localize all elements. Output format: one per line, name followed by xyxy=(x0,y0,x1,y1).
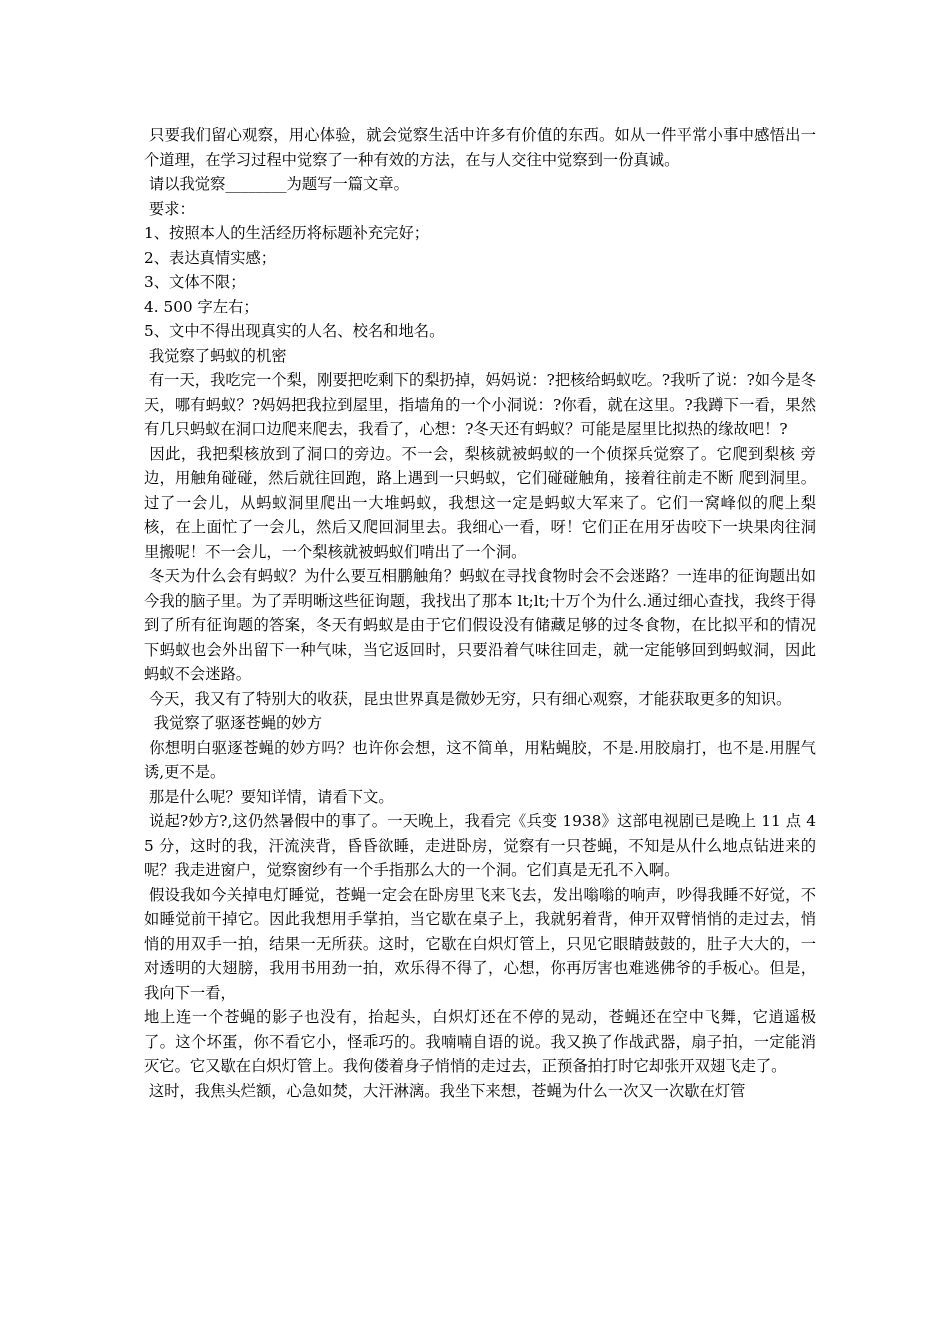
requirement-item: 1、按照本人的生活经历将标题补充完好； xyxy=(144,224,430,242)
essay-paragraph: 那是什么呢？要知详情，请看下文。 xyxy=(144,787,394,806)
requirement-item: 2、表达真情实感； xyxy=(144,248,277,267)
intro-paragraph: 只要我们留心观察，用心体验，就会觉察生活中许多有价值的东西。如从一件平常小事中感悟出一个道理，在学习过程中觉察了一种有效的方法，在与人交往中觉察到一份真诚。 xyxy=(144,126,816,169)
prompt-line: 请以我觉察________为题写一篇文章。 xyxy=(144,175,409,193)
essay-title-flies: 我觉察了驱逐苍蝇的妙方 xyxy=(144,714,323,732)
requirements-heading: 要求： xyxy=(144,199,195,218)
essay-paragraph: 假设我如今关掉电灯睡觉，苍蝇一定会在卧房里飞来飞去，发出嗡嗡的响声，吵得我睡不好觉，不如睡觉前干掉它。因此我想用手掌拍，当它歇在桌子上，我就躬着背，伸开双臂悄悄的走过去，悄悄的用双手一拍，结果一无所获。这时，它歇在白炽灯管上，只见它眼睛鼓鼓的，肚子大大的，一对透明的大翅膀，我用书用劲一拍，欢乐得不得了，心想，你再厉害也难逃佛爷的手板心。但是，我向下一看， xyxy=(144,885,816,1002)
requirement-item: 5、文中不得出现真实的人名、校名和地名。 xyxy=(144,322,445,340)
essay-paragraph: 有一天，我吃完一个梨，刚要把吃剩下的梨扔掉，妈妈说：?把核给蚂蚁吃。?我听了说：?如今是冬天，哪有蚂蚁？?妈妈把我拉到屋里，指墙角的一个小洞说：?你看，就在这里。?我蹲下一看，果然有几只蚂蚁在洞口边爬来爬去，我看了，心想：?冬天还有蚂蚁？可能是屋里比拟热的缘故吧！? xyxy=(144,371,816,438)
essay-paragraph: 因此，我把梨核放到了洞口的旁边。不一会，梨核就被蚂蚁的一个侦探兵觉察了。它爬到梨核 旁边，用触角碰碰，然后就往回跑，路上遇到一只蚂蚁，它们碰碰触角，接着往前走不断 爬到洞里。过了一会儿，从蚂蚁洞里爬出一大堆蚂蚁，我想这一定是蚂蚁大军来了。它们一窝峰似的爬上梨核，在上面忙了一会儿，然后又爬回洞里去。我细心一看，呀！它们正在用牙齿咬下一块果肉往洞里搬呢！不一会儿，一个梨核就被蚂蚁们啃出了一个洞。 xyxy=(144,444,816,561)
essay-paragraph: 这时，我焦头烂额，心急如焚，大汗淋漓。我坐下来想，苍蝇为什么一次又一次歇在灯管 xyxy=(144,1081,746,1100)
requirement-item: 4. 500 字左右； xyxy=(144,297,259,316)
requirement-item: 3、文体不限； xyxy=(144,273,246,291)
essay-paragraph: 说起?妙方?,这仍然暑假中的事了。一天晚上，我看完《兵变 1938》这部电视剧已是晚上 11 点 45 分，这时的我，汗流浃背，昏昏欲睡，走进卧房，觉察有一只苍蝇，不知是从什么地点钻进来的呢？我走进窗户，觉察窗纱有一个手指那么大的一个洞。它们真是无孔不入啊。 xyxy=(144,812,816,879)
essay-paragraph: 地上连一个苍蝇的影子也没有，抬起头，白炽灯还在不停的晃动，苍蝇还在空中飞舞，它逍遥极了。这个坏蛋，你不看它小，怪乖巧的。我喃喃自语的说。我又换了作战武器，扇子拍，一定能消灭它。它又歇在白炽灯管上。我佝偻着身子悄悄的走过去，正预备拍打时它却张开双翅飞走了。 xyxy=(144,1008,816,1075)
essay-title-ants: 我觉察了蚂蚁的机密 xyxy=(144,346,287,365)
document-page xyxy=(144,123,816,1103)
essay-paragraph: 今天，我又有了特别大的收获，昆虫世界真是微妙无穷，只有细心观察，才能获取更多的知识。 xyxy=(144,689,792,708)
essay-paragraph: 冬天为什么会有蚂蚁？为什么要互相鹏触角？蚂蚁在寻找食物时会不会迷路？一连串的征询题出如今我的脑子里。为了弄明晰这些征询题，我找出了那本 lt;lt;十万个为什么.通过细心查找，我终于得到了所有征询题的答案，冬天有蚂蚁是由于它们假设没有储藏足够的过冬食物，在比拟平和的情况下蚂蚁也会外出留下一种气味，当它返回时，只要沿着气味往回走，就一定能够回到蚂蚁洞，因此蚂蚁不会迷路。 xyxy=(144,567,816,683)
essay-paragraph: 你想明白驱逐苍蝇的妙方吗？也许你会想，这不简单，用粘蝇胶，不是.用胶扇打，也不是.用腥气诱,更不是。 xyxy=(144,738,816,781)
